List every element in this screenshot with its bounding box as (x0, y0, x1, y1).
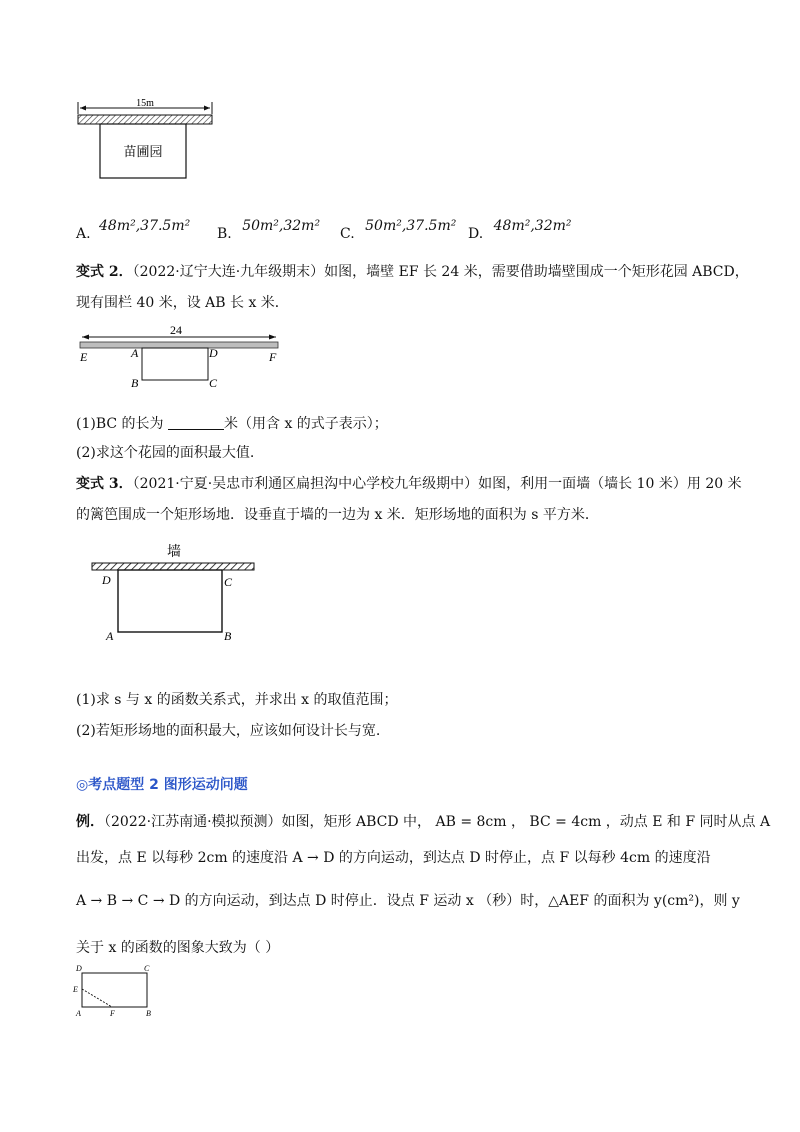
choice-d-text: 48m²,32m² (493, 218, 572, 234)
choice-c-text: 50m²,37.5m² (365, 218, 457, 234)
choice-c (340, 216, 457, 242)
fig4-label-d: D (76, 964, 82, 973)
variant2-title: 变式 2． (76, 264, 133, 280)
figure-garden-wall (76, 323, 286, 395)
fig2-label-c: C (209, 376, 218, 390)
variant2-q1 (76, 414, 388, 434)
choice-b (217, 216, 321, 242)
variant3-q1: (1)求 s 与 x 的函数关系式，并求出 x 的取值范围； (76, 692, 398, 708)
figure-wall-rectangle (90, 540, 260, 646)
example-text1: （2022·江苏南通·模拟预测）如图，矩形 ABCD 中， AB = 8cm ， BC = 4cm ，动点 E 和 F 同时从点 A (104, 814, 771, 830)
example-line3: A → B → C → D 的方向运动，到达点 D 时停止．设点 F 运动 x （秒）时，△AEF 的面积为 y(cm²)，则 y (76, 893, 740, 909)
fig2-label-a: A (131, 346, 139, 360)
example-line1 (76, 812, 770, 832)
variant2-text1: （2022·辽宁大连·九年级期末）如图，墙壁 EF 长 24 米，需要借助墙壁围成一个矩形花园 ABCD， (132, 264, 749, 280)
fig1-box-label: 苗圃园 (123, 144, 163, 159)
fig4-label-f: F (110, 1009, 115, 1018)
fig3-label-b: B (224, 629, 232, 643)
section-heading: ◎考点题型 2 图形运动问题 (76, 777, 248, 793)
example-line4: 关于 x 的函数的图象大致为（ ） (76, 940, 280, 956)
example-line2: 出发，点 E 以每秒 2cm 的速度沿 A → D 的方向运动，到达点 D 时停止，点 F 以每秒 4cm 的速度沿 (76, 850, 711, 866)
fig4-label-c: C (144, 964, 150, 973)
fig2-label-e: E (80, 350, 88, 364)
variant2-q2: (2)求这个花园的面积最大值. (76, 445, 255, 461)
fig3-label-d: D (102, 573, 111, 587)
fig3-label-a: A (106, 629, 114, 643)
choice-b-text: 50m²,32m² (242, 218, 321, 234)
fig4-label-b: B (146, 1009, 151, 1018)
fig2-label-d: D (209, 346, 218, 360)
choice-b-letter: B. (217, 226, 232, 242)
variant3-text1: （2021·宁夏·吴忠市利通区扁担沟中心学校九年级期中）如图，利用一面墙（墙长 10 米）用 20 米 (132, 476, 742, 492)
variant2-q1-prefix: (1)BC 的长为 (76, 416, 164, 432)
fig4-label-e: E (73, 985, 78, 994)
choice-d-letter: D. (468, 226, 484, 242)
choice-d (468, 216, 572, 242)
variant3-q2: (2)若矩形场地的面积最大，应该如何设计长与宽. (76, 723, 381, 739)
fig2-label-b: B (131, 376, 139, 390)
example-title: 例． (76, 814, 104, 830)
choice-a (76, 216, 191, 242)
variant2-q1-suffix: 米（用含 x 的式子表示）； (224, 416, 388, 432)
fig3-wall-label: 墙 (167, 545, 181, 560)
figure-nursery (70, 98, 220, 182)
choice-a-text: 48m²,37.5m² (99, 218, 191, 234)
variant3-title: 变式 3． (76, 476, 133, 492)
fig4-label-a: A (76, 1009, 81, 1018)
figure-rectangle-abcd (70, 960, 165, 1020)
choice-a-letter: A. (76, 226, 91, 242)
variant3-line1 (76, 474, 742, 494)
answer-blank[interactable] (168, 415, 224, 430)
choice-c-letter: C. (340, 226, 355, 242)
fig2-length-label: 24 (170, 323, 182, 337)
fig1-width-label: 15m (136, 98, 154, 109)
variant2-line2: 现有围栏 40 米，设 AB 长 x 米． (76, 295, 289, 311)
fig2-label-f: F (269, 350, 277, 364)
variant3-line2: 的篱笆围成一个矩形场地．设垂直于墙的一边为 x 米．矩形场地的面积为 s 平方米． (76, 507, 599, 523)
variant2-line1 (76, 262, 749, 282)
fig3-label-c: C (224, 575, 233, 589)
